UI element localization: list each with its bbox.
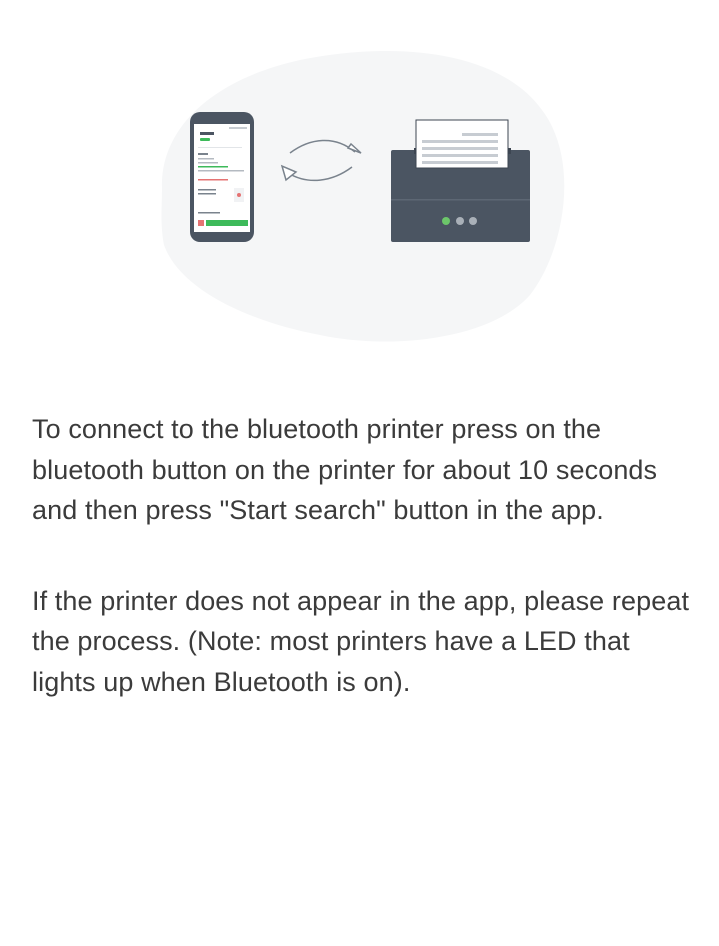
illustration-graphic bbox=[150, 40, 570, 360]
instruction-paragraph-connect: To connect to the bluetooth printer press on the bluetooth button on the printer for about 10 seconds and then press "Start search" button in the app. bbox=[32, 414, 658, 525]
smartphone-icon bbox=[190, 112, 254, 242]
instruction-paragraph-troubleshoot: If the printer does not appear in the app, please repeat the process. (Note: most printers have a LED that lights up when Bluetooth is on). bbox=[32, 585, 690, 697]
instructions-text bbox=[32, 409, 692, 702]
bluetooth-pairing-illustration bbox=[150, 40, 570, 360]
